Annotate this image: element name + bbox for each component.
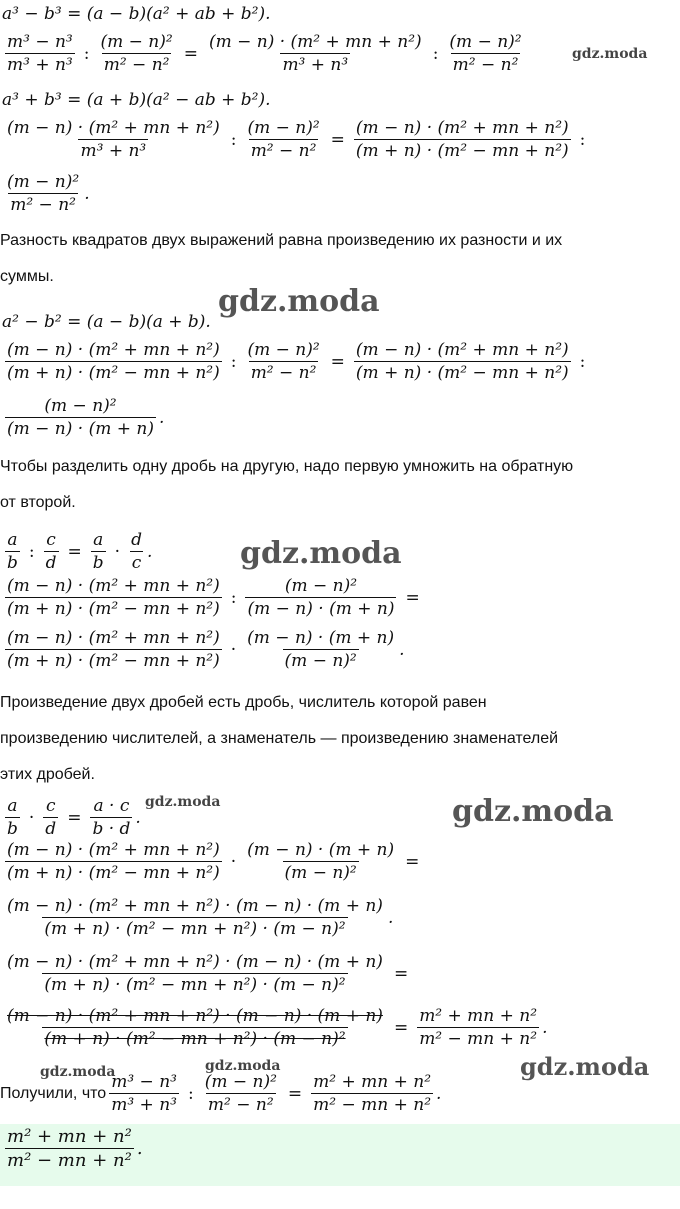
watermark: gdz.moda [240,536,402,571]
formula-conclusion: Получили, что $\frac{\text{m³ − n³}}{\text{m³ + n³}}$ : $\frac{\text{(m − n)²}}{\text{m² − n²}}$ = $\frac{\text{m² + mn + n²}}{\text{m² − mn + n²}}$ . [0,1072,442,1115]
formula-multiplication-rule: $\frac{a}{b}$ · $\frac{c}{d}$ = $\frac{a \cdot c}{b \cdot d}$ . [7,796,141,839]
watermark: gdz.moda [40,1064,116,1080]
formula-row-11: $\frac{\text{(m − n) · (m² + mn + n²) · (m − n) · (m + n)}}{\text{(m + n) · (m² − mn + n²) · (m − n)²}}$ . [7,896,394,939]
formula-division-rule: $\frac{a}{b}$ : $\frac{c}{d}$ = $\frac{a}{b}$ · $\frac{d}{c}$ . [7,530,153,573]
watermark: gdz.moda [520,1052,650,1081]
formula-row-13-cancel: $\frac{\text{(m − n) · (m² + mn + n²) · (m − n) · (m + n)}}{\text{(m + n) · (m² − mn + n²) · (m − n)²}}$ = $\frac{\text{m² + mn + n²}}{\text{m² − mn + n²}}$ . [7,1006,548,1049]
rule-text-4: от второй. [0,494,76,511]
rule-text-7: этих дробей. [0,766,95,783]
formula-cube-sum: a³ + b³ = (a + b)(a² − ab + b²). [2,90,271,110]
formula-row-4b: $\frac{\text{(m − n)²}}{\text{m² − n²}}$ . [7,172,90,215]
formula-text: a³ − b³ = (a − b)(a² + ab + b²). [2,4,271,24]
watermark: gdz.moda [572,46,648,62]
formula-row-8b: $\frac{\text{(m − n) · (m² + mn + n²)}}{\text{(m + n) · (m² − mn + n²)}}$ · $\frac{(m - n) \cdot (m + n)}{\text{(m − n)²}}$ . [7,628,405,671]
formula-row-12: $\frac{\text{(m − n) · (m² + mn + n²) · (m − n) · (m + n)}}{\text{(m + n) · (m² − mn + n²) · (m − n)²}}$ = [7,952,409,995]
formula-row-8: $\frac{\text{(m − n) · (m² + mn + n²)}}{\text{(m + n) · (m² − mn + n²)}}$ : $\frac{\text{(m − n)²}}{(m - n) \cdot (m + n)}$ = [7,576,420,619]
formula-row-2: $\frac{\text{m³ − n³}}{\text{m³ + n³}}$ : $\frac{\text{(m − n)²}}{\text{m² − n²}}$ = $\frac{\text{(m − n) · (m² + mn + n²)}}{\text{m³ + n³}}$ : $\frac{\text{(m − n)²}}{\text{m² − n²}}$ [7,32,522,75]
rule-text-5: Произведение двух дробей есть дробь, числитель которой равен [0,694,487,711]
rule-text-3: Чтобы разделить одну дробь на другую, надо первую умножить на обратную [0,458,574,475]
formula-row-4: $\frac{\text{(m − n) · (m² + mn + n²)}}{\text{m³ + n³}}$ : $\frac{\text{(m − n)²}}{\text{m² − n²}}$ = $\frac{\text{(m − n) · (m² + mn + n²)}}{\text{(m + n) · (m² − mn + n²)}}$ : [7,118,586,161]
rule-text-6: произведению числителей, а знаменатель — произведению знаменателей [0,730,559,747]
final-answer: $\frac{\text{m² + mn + n²}}{\text{m² − mn + n²}}$ . [7,1126,143,1171]
watermark: gdz.moda [145,794,221,810]
formula-square-difference: a² − b² = (a − b)(a + b). [2,312,211,332]
watermark: gdz.moda [218,284,380,319]
watermark: gdz.moda [205,1058,281,1074]
formula-row-6: $\frac{\text{(m − n) · (m² + mn + n²)}}{\text{(m + n) · (m² − mn + n²)}}$ : $\frac{\text{(m − n)²}}{\text{m² − n²}}$ = $\frac{\text{(m − n) · (m² + mn + n²)}}{\text{(m + n) · (m² − mn + n²)}}$ : [7,340,586,383]
rule-text-1: Разность квадратов двух выражений равна произведению их разности и их [0,232,563,249]
formula-row-10: $\frac{\text{(m − n) · (m² + mn + n²)}}{\text{(m + n) · (m² − mn + n²)}}$ · $\frac{(m - n) \cdot (m + n)}{\text{(m − n)²}}$ = [7,840,420,883]
formula-cube-difference [2,4,271,24]
formula-row-6b: $\frac{\text{(m − n)²}}{(m - n) \cdot (m + n)}$ . [7,396,165,439]
rule-text-2: суммы. [0,268,54,285]
watermark: gdz.moda [452,794,614,829]
